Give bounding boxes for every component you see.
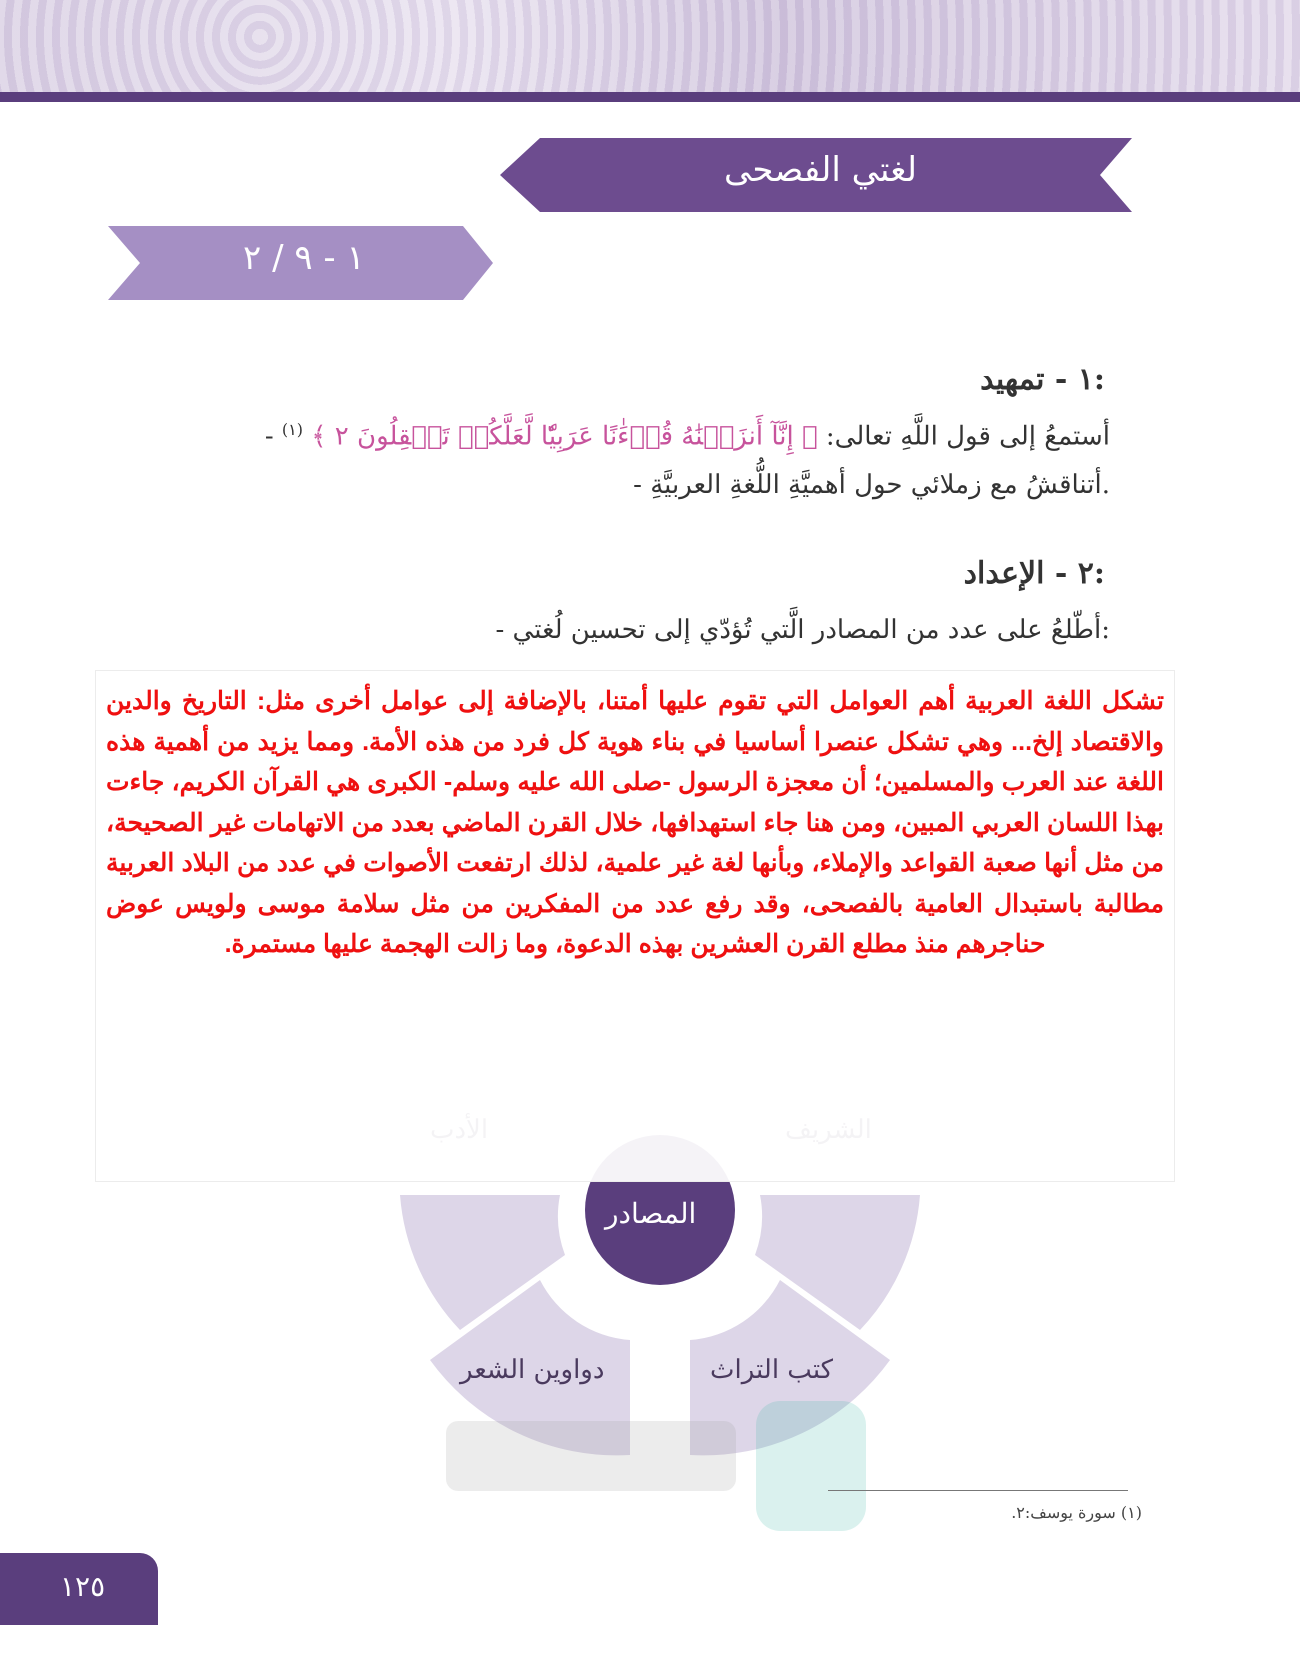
title-banner (500, 138, 1132, 212)
page-number: ١٢٥ (60, 1570, 106, 1603)
prep-line-1: - أطّلعُ على عدد من المصادر الَّتي تُؤدّي إلى تحسين لُغتي: (495, 615, 1110, 645)
lesson-code: ١ - ٩ / ٢ (243, 238, 365, 278)
footnote-text: (١) سورة يوسف:٢. (1011, 1503, 1142, 1522)
segment-label-diwan: دواوين الشعر (460, 1355, 605, 1385)
segment-label-turath: كتب التراث (710, 1355, 834, 1385)
footnote-divider (828, 1490, 1128, 1491)
diagram-center-label: المصادر (605, 1197, 697, 1230)
quran-verse: ﴿ إِنَّآ أَنزَلۡنَٰهُ قُرۡءَٰنًا عَرَبِيّٗا لَّعَلَّكُمۡ تَعۡقِلُونَ ٢ ﴾ (311, 421, 818, 452)
page-number-tab (0, 1553, 158, 1625)
intro-line-2: - أتناقشُ مع زملائي حول أهميَّةِ اللُّغةِ العربيَّةِ. (633, 470, 1110, 500)
header-rule (0, 92, 1300, 102)
page-title: لغتي الفصحى (724, 150, 917, 190)
answer-paragraph: تشكل اللغة العربية أهم العوامل التي تقوم عليها أمتنا، بالإضافة إلى عوامل أخرى مثل: التاريخ والدين والاقتصاد إلخ... وهي تشكل عنصرا أساسيا في بناء هوية كل فرد من هذه الأمة. ومما يزيد من أهمية هذه اللغة عند العرب والمسلمين؛ أن معجزة الرسول -صلى الله عليه وسلم- الكبرى هي القرآن الكريم، جاءت بهذا اللسان العربي المبين، ومن هنا جاء استهدافها، خلال القرن الماضي بعدد من الاتهامات غير الصحيحة، من مثل أنها صعبة القواعد والإملاء، وبأنها لغة غير علمية، لذلك ارتفعت الأصوات في عدد من البلاد العربية مطالبة باستبدال العامية بالفصحى، وقد رفع عدد من المفكرين من مثل سلامة موسى ولويس عوض حناجرهم منذ مطلع القرن العشرين بهذه الدعوة، وما زالت الهجمة عليها مستمرة. (106, 687, 1164, 958)
header-decoration (0, 0, 1300, 92)
prep-heading: ٢ - الإعداد: (963, 556, 1105, 591)
intro-heading: ١ - تمهيد: (980, 362, 1105, 397)
intro-line-1 (265, 420, 1110, 452)
watermark-logo (426, 1381, 886, 1551)
intro-line-1-prefix: - أستمعُ إلى قول اللَّهِ تعالى: (264, 421, 1110, 452)
lesson-banner (108, 226, 493, 300)
answer-overlay-box (95, 670, 1175, 1182)
footnote-reference: (١) (281, 420, 303, 439)
